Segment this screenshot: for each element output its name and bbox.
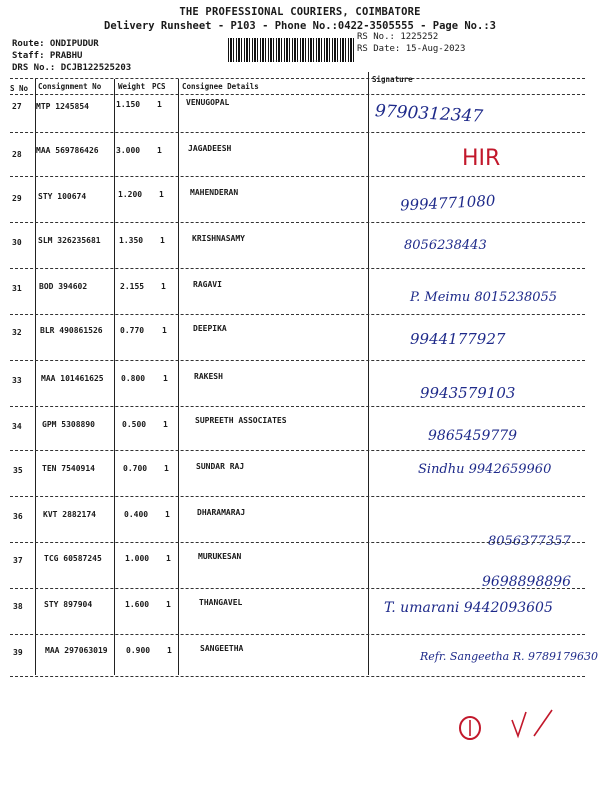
col-divider xyxy=(178,79,179,675)
row-signature: HIR xyxy=(462,146,501,171)
row-weight: 1.200 xyxy=(118,190,143,199)
col-divider xyxy=(35,79,36,675)
row-divider xyxy=(10,676,585,677)
row-consignee: SUPREETH ASSOCIATES xyxy=(195,416,287,425)
row-pcs: 1 xyxy=(160,236,165,245)
row-consignee: DHARAMARAJ xyxy=(197,508,246,517)
row-signature: 9944177927 xyxy=(410,330,506,348)
row-signature: 8056238443 xyxy=(404,238,487,253)
row-pcs: 1 xyxy=(167,646,172,655)
row-consignee: DEEPIKA xyxy=(193,324,227,333)
row-signature: 9865459779 xyxy=(428,428,518,444)
staff-label: Staff: PRABHU xyxy=(12,51,83,61)
row-weight: 0.800 xyxy=(121,374,146,383)
row-pcs: 1 xyxy=(163,374,168,383)
runsheet-title: Delivery Runsheet - P103 - Phone No.:0422-3505555 - Page No.:3 xyxy=(104,20,496,32)
rs-number: RS No.: 1225252 xyxy=(357,32,439,42)
row-signature: 9994771080 xyxy=(399,191,496,215)
col-sno: S No xyxy=(10,84,29,93)
row-weight: 0.700 xyxy=(123,464,148,473)
row-divider xyxy=(10,360,585,361)
col-weight: Weight xyxy=(118,82,146,91)
row-divider xyxy=(10,496,585,497)
row-signature: T. umarani 9442093605 xyxy=(384,600,553,616)
drs-number: DRS No.: DCJB122525203 xyxy=(12,63,132,73)
row-weight: 0.900 xyxy=(126,646,151,655)
row-consignment: MAA 569786426 xyxy=(36,146,99,155)
company-title: THE PROFESSIONAL COURIERS, COIMBATORE xyxy=(179,6,421,18)
row-divider xyxy=(10,176,585,177)
row-weight: 0.400 xyxy=(124,510,149,519)
row-consignment: MTP 1245854 xyxy=(36,102,89,111)
row-pcs: 1 xyxy=(159,190,164,199)
row-divider xyxy=(10,314,585,315)
row-signature: 9790312347 xyxy=(374,101,484,127)
row-sno: 32 xyxy=(12,328,22,337)
row-pcs: 1 xyxy=(157,100,162,109)
row-sno: 27 xyxy=(12,102,22,111)
col-signature: Signature xyxy=(372,75,413,84)
row-pcs: 1 xyxy=(165,510,170,519)
route-label: Route: ONDIPUDUR xyxy=(12,39,99,49)
row-sno: 34 xyxy=(12,422,22,431)
col-consignment: Consignment No xyxy=(38,82,102,91)
row-sno: 29 xyxy=(12,194,22,203)
row-pcs: 1 xyxy=(166,554,171,563)
row-consignee: THANGAVEL xyxy=(199,598,243,607)
row-pcs: 1 xyxy=(163,420,168,429)
row-divider xyxy=(10,542,585,543)
row-divider xyxy=(10,406,585,407)
row-consignment: SLM 326235681 xyxy=(38,236,101,245)
row-weight: 3.000 xyxy=(116,146,141,155)
row-pcs: 1 xyxy=(162,326,167,335)
row-weight: 0.500 xyxy=(122,420,147,429)
row-weight: 1.150 xyxy=(116,100,141,109)
col-divider xyxy=(114,79,115,675)
row-weight: 1.000 xyxy=(125,554,150,563)
row-consignee: RAGAVI xyxy=(193,280,222,289)
row-weight: 1.350 xyxy=(119,236,144,245)
row-consignment: STY 897904 xyxy=(44,600,93,609)
row-consignment: BOD 394602 xyxy=(39,282,88,291)
row-consignment: STY 100674 xyxy=(38,192,87,201)
row-sno: 35 xyxy=(13,466,23,475)
col-divider xyxy=(368,72,369,675)
row-pcs: 1 xyxy=(161,282,166,291)
row-consignment: MAA 101461625 xyxy=(41,374,104,383)
row-consignment: KVT 2882174 xyxy=(43,510,96,519)
row-divider xyxy=(10,222,585,223)
row-consignee: JAGADEESH xyxy=(188,144,232,153)
row-sno: 28 xyxy=(12,150,22,159)
row-consignment: TEN 7540914 xyxy=(42,464,95,473)
row-signature: P. Meimu 8015238055 xyxy=(410,290,558,305)
row-divider xyxy=(10,634,585,635)
row-signature: 9698898896 xyxy=(482,574,572,590)
row-consignment: MAA 297063019 xyxy=(45,646,108,655)
row-consignee: SUNDAR RAJ xyxy=(196,462,245,471)
header-top-rule xyxy=(10,78,585,79)
row-divider xyxy=(10,450,585,451)
row-pcs: 1 xyxy=(166,600,171,609)
row-consignee: VENUGOPAL xyxy=(186,98,230,107)
row-sno: 33 xyxy=(12,376,22,385)
row-weight: 1.600 xyxy=(125,600,150,609)
row-pcs: 1 xyxy=(164,464,169,473)
row-signature: Refr. Sangeetha R. 9789179630 xyxy=(420,650,598,663)
row-consignee: SANGEETHA xyxy=(200,644,244,653)
row-signature: 8056377357 xyxy=(488,534,571,549)
barcode xyxy=(228,38,354,62)
row-consignee: MURUKESAN xyxy=(198,552,242,561)
row-sno: 31 xyxy=(12,284,22,293)
row-consignment: GPM 5308890 xyxy=(42,420,95,429)
row-divider xyxy=(10,132,585,133)
row-divider xyxy=(10,268,585,269)
row-sno: 37 xyxy=(13,556,23,565)
col-consignee: Consignee Details xyxy=(182,82,259,91)
red-check-marks xyxy=(452,706,572,756)
row-divider xyxy=(10,588,585,589)
row-consignee: RAKESH xyxy=(194,372,223,381)
col-pcs: PCS xyxy=(152,82,166,91)
header-bottom-rule xyxy=(10,94,585,95)
row-signature: Sindhu 9942659960 xyxy=(418,462,552,477)
row-sno: 38 xyxy=(13,602,23,611)
row-consignment: BLR 490861526 xyxy=(40,326,103,335)
rs-date: RS Date: 15-Aug-2023 xyxy=(357,44,466,54)
row-consignment: TCG 60587245 xyxy=(44,554,102,563)
row-sno: 36 xyxy=(13,512,23,521)
row-weight: 2.155 xyxy=(120,282,145,291)
row-signature: 9943579103 xyxy=(420,384,516,402)
row-sno: 39 xyxy=(13,648,23,657)
row-consignee: KRISHNASAMY xyxy=(192,234,245,243)
row-consignee: MAHENDERAN xyxy=(190,188,239,197)
row-weight: 0.770 xyxy=(120,326,145,335)
row-sno: 30 xyxy=(12,238,22,247)
row-pcs: 1 xyxy=(157,146,162,155)
